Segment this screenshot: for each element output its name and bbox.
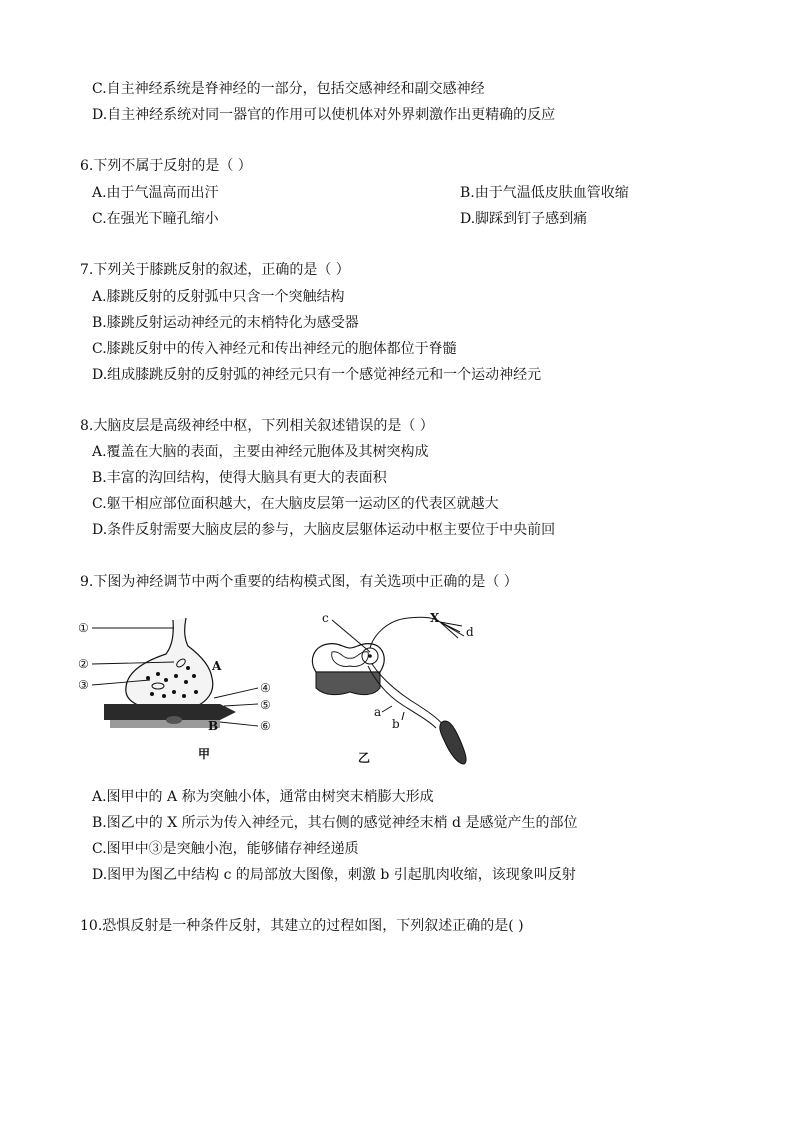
q9-option-c: C.图甲中③是突触小泡，能够储存神经递质 <box>92 841 359 857</box>
q7-stem: 7.下列关于膝跳反射的叙述，正确的是（ ） <box>80 262 350 278</box>
q9-option-a: A.图甲中的 A 称为突触小体，通常由树突末梢膨大形成 <box>92 789 434 805</box>
q6-option-d: D.脚踩到钉子感到痛 <box>460 211 588 227</box>
q6-stem: 6.下列不属于反射的是（ ） <box>80 158 252 174</box>
reflex-label-X: X <box>430 611 440 625</box>
synapse-label-1: ① <box>78 621 89 635</box>
synapse-label-2: ② <box>78 657 89 671</box>
q8-option-b: B.丰富的沟回结构，使得大脑具有更大的表面积 <box>92 470 387 486</box>
synapse-label-3: ③ <box>78 678 89 692</box>
q9-figure <box>70 608 490 768</box>
reflex-label-b: b <box>392 717 400 731</box>
reflex-label-c: c <box>322 611 329 625</box>
q5-option-d: D.自主神经系统对同一器官的作用可以使机体对外界刺激作出更精确的反应 <box>92 107 556 123</box>
reflex-label-a: a <box>374 705 382 719</box>
q8-option-d: D.条件反射需要大脑皮层的参与，大脑皮层躯体运动中枢主要位于中央前回 <box>92 522 556 538</box>
q9-option-b: B.图乙中的 X 所示为传入神经元，其右侧的感觉神经末梢 d 是感觉产生的部位 <box>92 815 578 831</box>
q6-option-c: C.在强光下瞳孔缩小 <box>92 211 219 227</box>
q9-stem: 9.下图为神经调节中两个重要的结构模式图，有关选项中正确的是（ ） <box>80 574 518 590</box>
reflex-label-d: d <box>466 625 474 639</box>
q7-option-b: B.膝跳反射运动神经元的末梢特化为感受器 <box>92 315 359 331</box>
q7-option-a: A.膝跳反射的反射弧中只含一个突触结构 <box>92 289 345 305</box>
reflex-arc-diagram <box>312 611 474 765</box>
synapse-label-6: ⑥ <box>260 719 271 733</box>
q6-option-a: A.由于气温高而出汗 <box>92 185 219 201</box>
q7-option-d: D.组成膝跳反射的反射弧的神经元只有一个感觉神经元和一个运动神经元 <box>92 367 542 383</box>
q9-option-d: D.图甲为图乙中结构 c 的局部放大图像，刺激 b 引起肌肉收缩，该现象叫反射 <box>92 867 576 883</box>
synapse-label-4: ④ <box>260 681 271 695</box>
q5-option-c: C.自主神经系统是脊神经的一部分，包括交感神经和副交感神经 <box>92 81 485 97</box>
synapse-diagram <box>78 618 271 761</box>
q8-stem: 8.大脑皮层是高级神经中枢，下列相关叙述错误的是（ ） <box>80 418 434 434</box>
q8-option-c: C.躯干相应部位面积越大，在大脑皮层第一运动区的代表区就越大 <box>92 496 499 512</box>
q6-option-b: B.由于气温低皮肤血管收缩 <box>460 185 629 201</box>
q8-option-a: A.覆盖在大脑的表面，主要由神经元胞体及其树突构成 <box>92 444 429 460</box>
synapse-label-B: B <box>208 719 219 733</box>
synapse-label-5: ⑤ <box>260 698 271 712</box>
q7-option-c: C.膝跳反射中的传入神经元和传出神经元的胞体都位于脊髓 <box>92 341 457 357</box>
synapse-caption: 甲 <box>198 747 211 761</box>
synapse-label-A: A <box>212 659 222 673</box>
q10-stem: 10.恐惧反射是一种条件反射，其建立的过程如图，下列叙述正确的是( ) <box>80 918 524 934</box>
reflex-caption: 乙 <box>358 751 371 765</box>
